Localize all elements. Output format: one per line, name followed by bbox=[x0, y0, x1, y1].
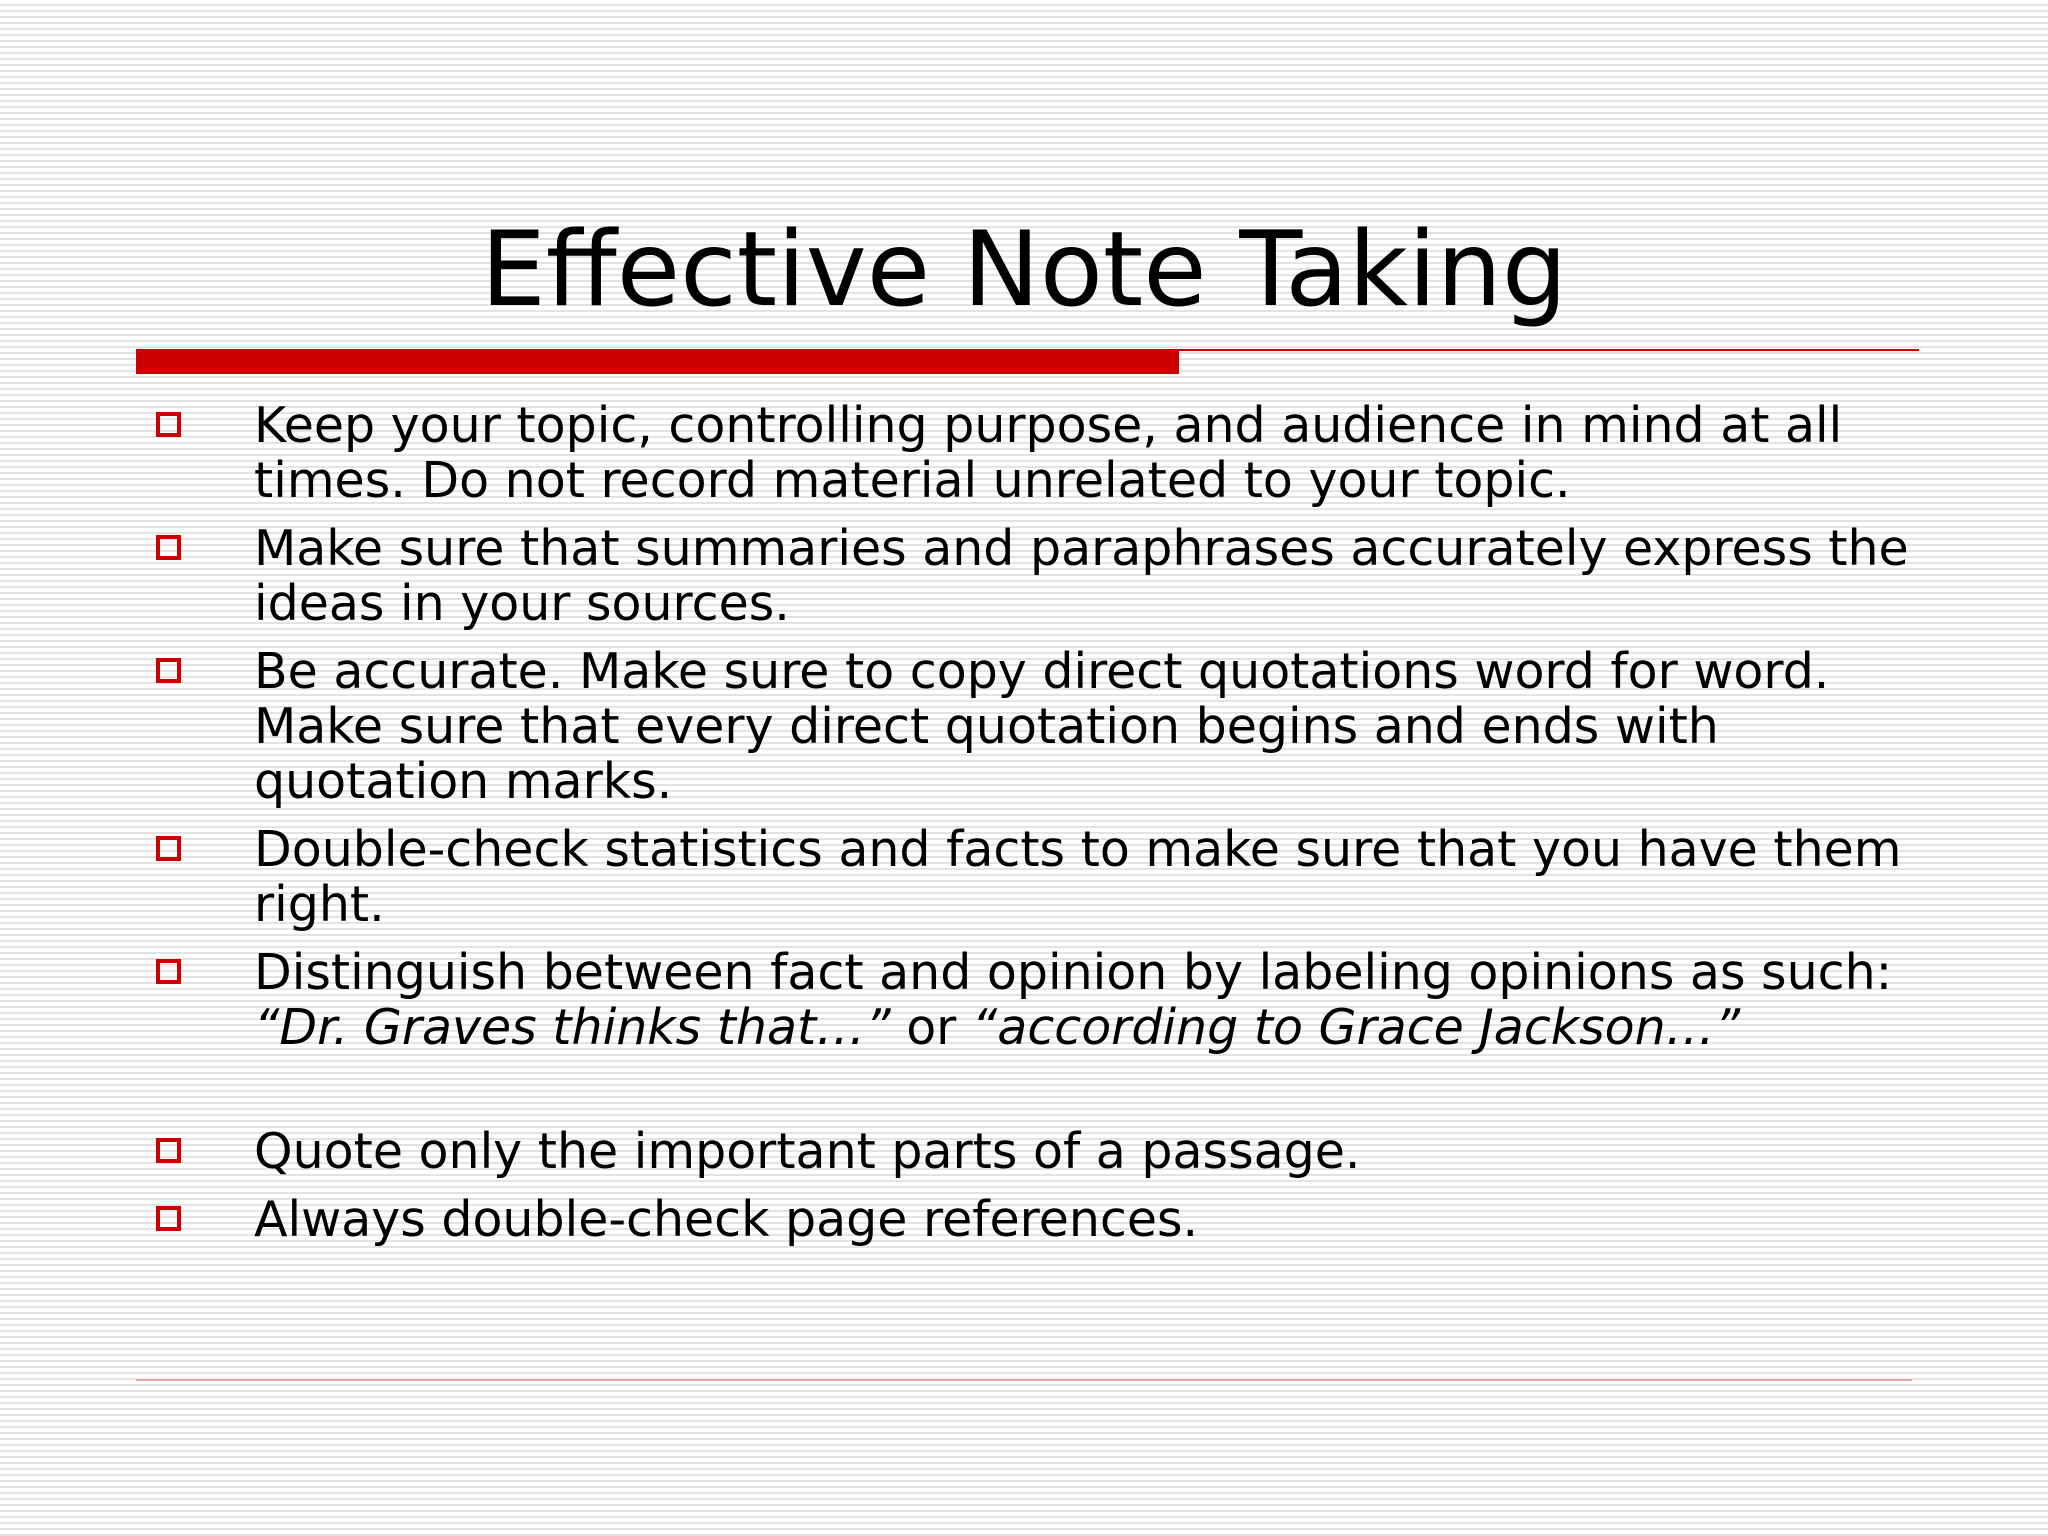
bullet-text: Keep your topic, controlling purpose, and audience in mind at all times. Do not record material unrelated to your topic. bbox=[254, 397, 1843, 509]
list-item bbox=[150, 1192, 1910, 1247]
list-item bbox=[150, 521, 1910, 631]
hollow-square-icon bbox=[156, 836, 181, 861]
hollow-square-icon bbox=[156, 535, 181, 560]
hollow-square-icon bbox=[156, 412, 181, 437]
bullet-text: Make sure that summaries and paraphrases accurately express the ideas in your sources. bbox=[254, 520, 1909, 632]
title-underline-thin bbox=[1179, 349, 1919, 351]
hollow-square-icon bbox=[156, 1138, 181, 1163]
list-item bbox=[150, 644, 1910, 809]
bullet-text: Quote only the important parts of a passage. bbox=[254, 1123, 1361, 1180]
list-item bbox=[150, 822, 1910, 932]
list-item bbox=[150, 398, 1910, 508]
list-item bbox=[150, 1124, 1910, 1179]
list-item bbox=[150, 945, 1910, 1055]
hollow-square-icon bbox=[156, 658, 181, 683]
hollow-square-icon bbox=[156, 1206, 181, 1231]
quote-example-graves: “Dr. Graves thinks that…” bbox=[254, 999, 891, 1056]
title-underline-thick bbox=[136, 349, 1179, 374]
bullet-text: Double-check statistics and facts to make sure that you have them right. bbox=[254, 821, 1902, 933]
quote-example-jackson: “according to Grace Jackson…” bbox=[971, 999, 1741, 1056]
slide-title: Effective Note Taking bbox=[480, 210, 1568, 330]
bullet-text-lead: Distinguish between fact and opinion by labeling opinions as such: bbox=[254, 944, 1893, 1001]
bullet-text: Be accurate. Make sure to copy direct quotations word for word. Make sure that every direct quotation begins and ends with quotation marks. bbox=[254, 643, 1830, 810]
bullet-text-middle: or bbox=[890, 999, 972, 1056]
bullet-text: Always double-check page references. bbox=[254, 1191, 1199, 1248]
bullet-list bbox=[150, 398, 1910, 1260]
hollow-square-icon bbox=[156, 959, 181, 984]
footer-divider bbox=[136, 1379, 1912, 1381]
